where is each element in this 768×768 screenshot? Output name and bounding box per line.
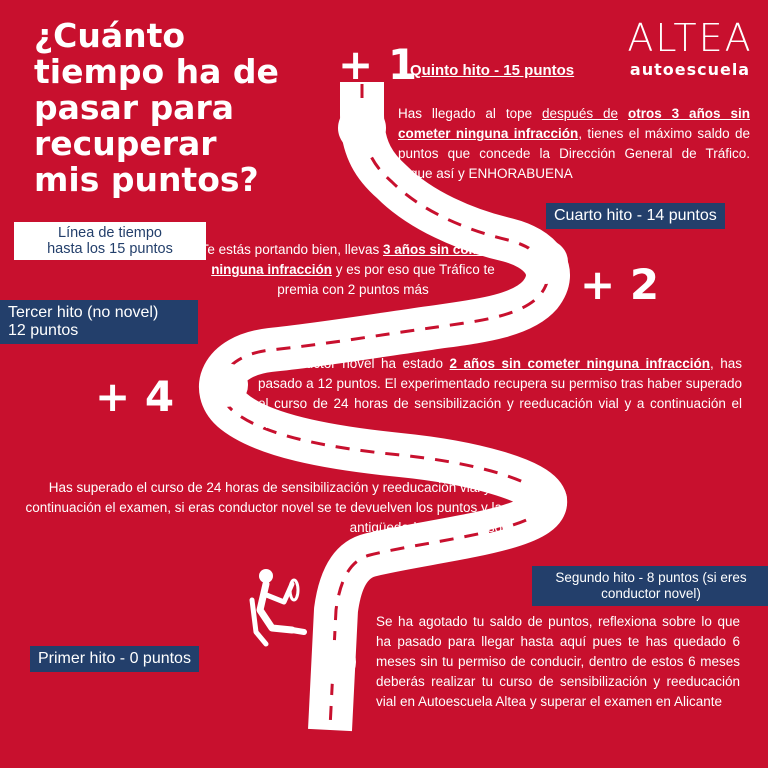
driver-icon (246, 566, 330, 648)
milestone-dot-3 (204, 363, 248, 407)
milestone-dot-2 (523, 478, 567, 522)
logo-brand: ALTEA (627, 16, 753, 60)
milestone-cuarto: Cuarto hito - 14 puntos (546, 203, 725, 229)
paragraph-novel: El conductor novel ha estado 2 años sin cometer ninguna infracción, has pasado a 12 puntos. El experimentado recupera su permiso tras haber superado el curso de 24 horas de sensibilización y reeducación vial y a continuación el examen (258, 356, 742, 431)
timeline-label: Línea de tiempo hasta los 15 puntos (14, 222, 206, 260)
increment-plus-4: + 4 (95, 372, 175, 421)
paragraph-agotado: Se ha agotado tu saldo de puntos, reflexiona sobre lo que ha pasado para llegar hasta aquí pues te has quedado 6 meses sin tu permiso de conducir, dentro de estos 6 meses deberás realizar tu curso de sensibilización y reeducación vial en Autoescuela Altea y superar el examen en Alicante (376, 614, 740, 709)
increment-plus-1: + 1 (338, 40, 418, 89)
milestone-quinto: Quinto hito - 15 puntos (410, 62, 575, 79)
page-title: ¿Cuánto tiempo ha de pasar para recuperar mis puntos? (34, 16, 279, 199)
milestone-segundo: Segundo hito - 8 puntos (si eres conductor novel) (532, 566, 768, 606)
milestone-dot-4 (524, 240, 568, 284)
milestone-primero: Primer hito - 0 puntos (30, 646, 199, 672)
paragraph-tope: Has llegado al tope después de otros 3 años sin cometer ninguna infracción, tienes el máximo saldo de puntos que concede la Dirección General de Tráfico. Sigue así y ENHORABUENA (398, 106, 750, 181)
paragraph-curso: Has superado el curso de 24 horas de sensibilización y reeducación vial y a continuación el examen, si eras conductor novel se te devuelven los puntos y la antigüedad de tu permiso (25, 480, 502, 535)
logo (620, 18, 760, 79)
logo-sub: autoescuela (629, 60, 751, 79)
milestone-tercero: Tercer hito (no novel) 12 puntos (0, 300, 198, 344)
increment-plus-2: + 2 (580, 260, 660, 309)
paragraph-3-anos: Te estás portando bien, llevas 3 años sin cometer ninguna infracción y es por eso que Tráfico te premia con 2 puntos más (200, 242, 506, 297)
milestone-dot-5 (338, 104, 386, 152)
